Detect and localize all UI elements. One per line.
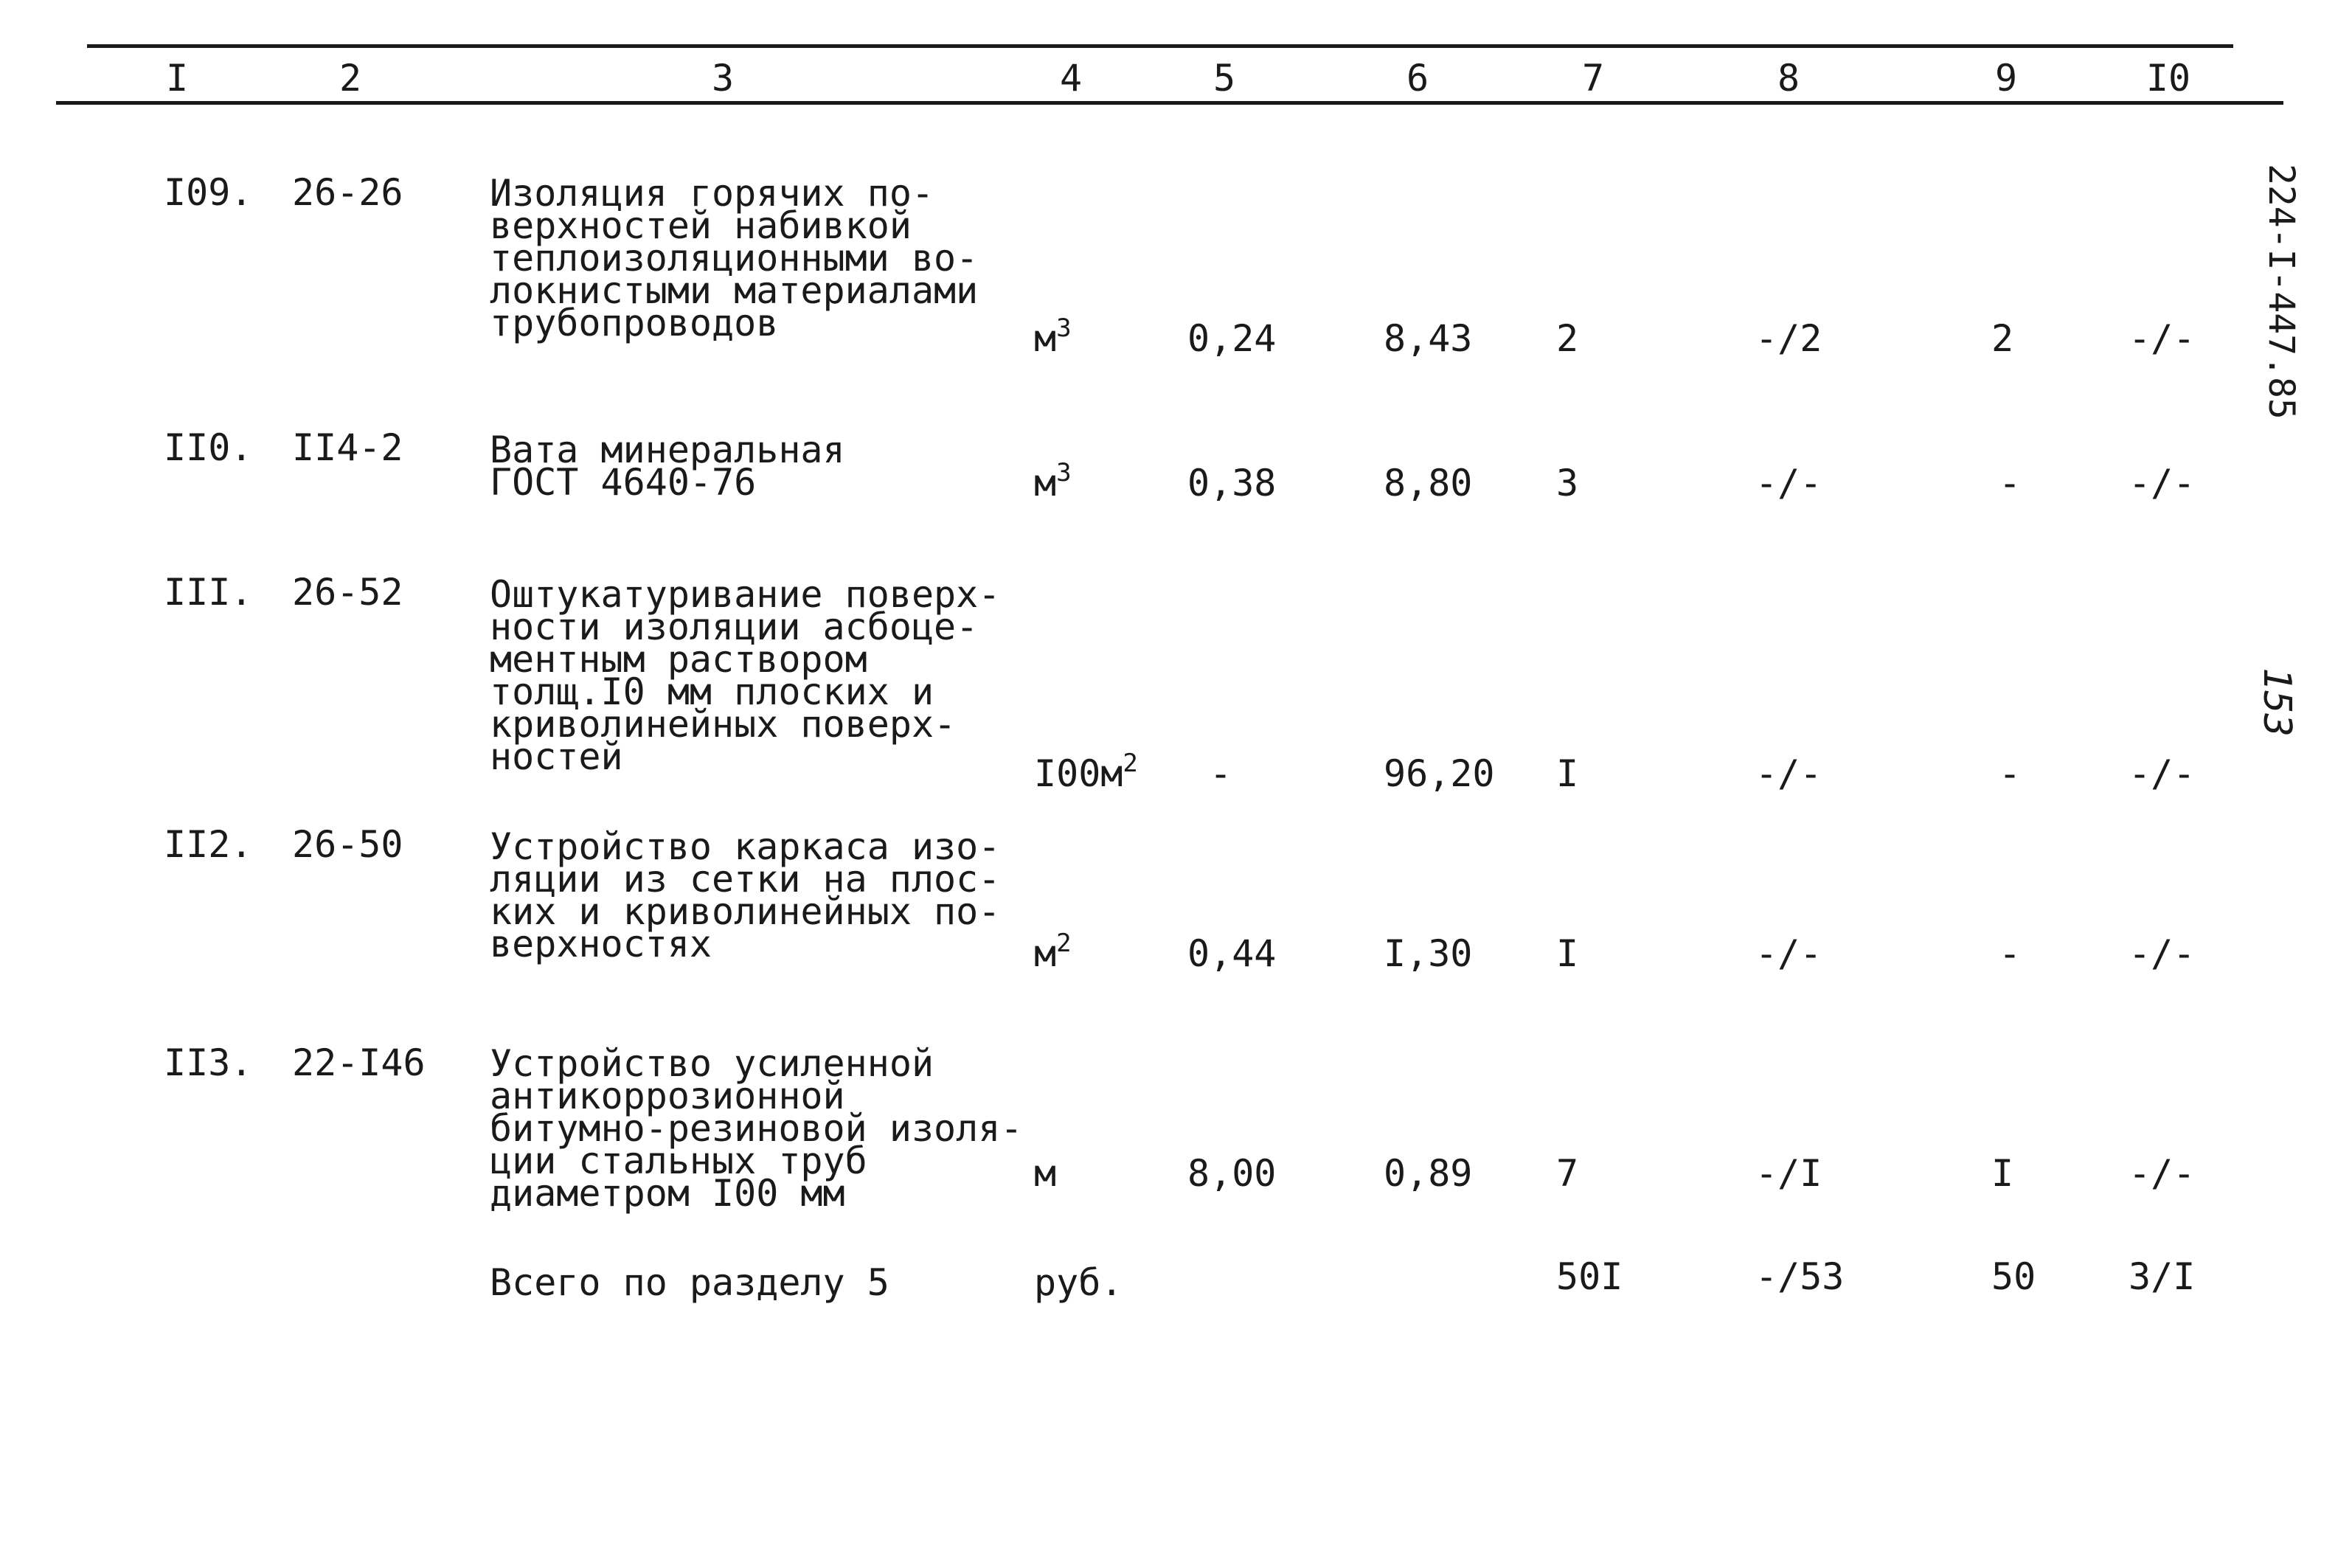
row-unit (1034, 929, 1072, 975)
description-line: локнистыми материалами (490, 269, 979, 312)
column-header-8: 8 (1777, 57, 1800, 100)
row-col7: I (1556, 932, 1579, 975)
row-col7: 7 (1556, 1152, 1579, 1195)
row-code: 26-26 (292, 171, 403, 214)
description-line: ностей (490, 735, 623, 778)
row-description (490, 172, 979, 344)
row-col6: 96,20 (1384, 752, 1495, 795)
row-col8: -/- (1755, 932, 1822, 975)
row-col10: -/- (2129, 462, 2196, 504)
total-col7: 50I (1556, 1255, 1623, 1298)
row-number: I09. (164, 171, 253, 214)
row-col6: 0,89 (1384, 1152, 1473, 1195)
description-line: теплоизоляционными во- (490, 237, 979, 280)
column-header-3: 3 (711, 57, 735, 100)
row-unit (1034, 1152, 1057, 1195)
description-line: ментным раствором (490, 638, 867, 681)
row-col9: I (1991, 1152, 2014, 1195)
description-line: верхностях (490, 923, 712, 965)
row-code: 26-50 (292, 823, 403, 866)
total-label: Всего по разделу 5 (490, 1261, 889, 1304)
row-col5: 0,38 (1187, 462, 1277, 504)
description-line: ности изоляции асбоце- (490, 606, 979, 648)
row-description (490, 429, 845, 504)
row-col6: 8,43 (1384, 317, 1473, 360)
description-line: Устройство каркаса изо- (490, 825, 1001, 868)
row-code: II4-2 (292, 426, 403, 469)
row-code: 26-52 (292, 571, 403, 614)
description-line: верхностей набивкой (490, 204, 912, 247)
description-line: антикоррозионной (490, 1075, 845, 1117)
unit-base: м (1034, 317, 1057, 360)
row-description (490, 825, 1001, 965)
row-unit (1034, 458, 1072, 504)
description-line: Изоляция горячих по- (490, 172, 934, 215)
column-header-4: 4 (1059, 57, 1083, 100)
row-col10: -/- (2129, 317, 2196, 360)
row-col9: 2 (1991, 317, 2014, 360)
page-number: 153 (2255, 667, 2299, 737)
column-header-9: 9 (1994, 57, 2018, 100)
column-header-2: 2 (339, 57, 362, 100)
total-col10: 3/I (2129, 1255, 2196, 1298)
row-col5: - (1210, 752, 1232, 795)
unit-exponent: 2 (1123, 749, 1138, 778)
row-col10: -/- (2129, 932, 2196, 975)
row-col5: 0,24 (1187, 317, 1277, 360)
row-code: 22-I46 (292, 1041, 426, 1084)
unit-base: м (1034, 462, 1057, 504)
description-line: ГОСТ 4640-76 (490, 461, 757, 504)
row-unit (1034, 313, 1072, 360)
row-number: II3. (164, 1041, 253, 1084)
column-header-5: 5 (1213, 57, 1236, 100)
row-col10: -/- (2129, 1152, 2196, 1195)
row-col7: I (1556, 752, 1579, 795)
unit-exponent: 2 (1056, 929, 1072, 958)
row-col6: I,30 (1384, 932, 1473, 975)
row-col9: - (1999, 752, 2022, 795)
row-col7: 3 (1556, 462, 1579, 504)
row-description (490, 1042, 1023, 1215)
column-header-7: 7 (1581, 57, 1605, 100)
description-line: толщ.I0 мм плоских и (490, 670, 934, 713)
row-col8: -/- (1755, 462, 1822, 504)
column-header-10: I0 (2145, 57, 2191, 100)
description-line: ких и криволинейных по- (490, 890, 1001, 933)
unit-base: I00м (1034, 752, 1123, 795)
column-header-1: I (165, 57, 189, 100)
description-line: битумно-резиновой изоля- (490, 1107, 1023, 1150)
unit-exponent: 3 (1056, 458, 1072, 488)
row-unit (1034, 749, 1138, 795)
row-col5: 8,00 (1187, 1152, 1277, 1195)
total-col8: -/53 (1755, 1255, 1845, 1298)
description-line: трубопроводов (490, 302, 779, 344)
unit-base: м (1034, 1152, 1057, 1195)
row-col9: - (1999, 462, 2022, 504)
row-col6: 8,80 (1384, 462, 1473, 504)
total-col9: 50 (1991, 1255, 2036, 1298)
row-col7: 2 (1556, 317, 1579, 360)
description-line: Вата минеральная (490, 429, 845, 471)
row-col8: -/2 (1755, 317, 1822, 360)
document-code: 224-I-447.85 (2261, 164, 2302, 420)
row-col8: -/I (1755, 1152, 1822, 1195)
row-description (490, 573, 1001, 778)
description-line: Устройство усиленной (490, 1042, 934, 1085)
unit-exponent: 3 (1056, 313, 1072, 343)
row-col9: - (1999, 932, 2022, 975)
row-number: II0. (164, 426, 253, 469)
description-line: криволинейных поверх- (490, 703, 957, 746)
row-col8: -/- (1755, 752, 1822, 795)
description-line: Оштукатуривание поверх- (490, 573, 1001, 616)
table-header-rule (56, 101, 2283, 105)
description-line: диаметром I00 мм (490, 1172, 845, 1215)
description-line: ляции из сетки на плос- (490, 858, 1001, 901)
row-number: II2. (164, 823, 253, 866)
description-line: ции стальных труб (490, 1139, 867, 1182)
unit-base: м (1034, 932, 1057, 975)
row-number: III. (164, 571, 253, 614)
row-col10: -/- (2129, 752, 2196, 795)
table-top-rule (87, 44, 2233, 48)
row-col5: 0,44 (1187, 932, 1277, 975)
column-header-6: 6 (1406, 57, 1429, 100)
total-unit: руб. (1034, 1261, 1123, 1304)
